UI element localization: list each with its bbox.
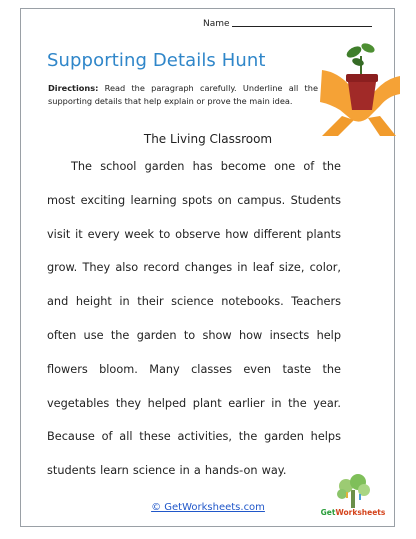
story-title: The Living Classroom (143, 132, 273, 146)
tree-logo-icon (316, 472, 390, 508)
getworksheets-logo (316, 472, 390, 522)
page-title: Supporting Details Hunt (47, 50, 266, 71)
directions-text (48, 82, 318, 107)
name-field (203, 19, 372, 29)
logo-text-worksheets: Worksheets (335, 508, 386, 517)
name-blank-line[interactable] (232, 25, 372, 27)
logo-text-get: Get (320, 508, 336, 517)
footer-link[interactable]: © GetWorksheets.com (151, 502, 265, 513)
hands-holding-potted-plant-icon (318, 36, 400, 136)
directions-body: Read the paragraph carefully. Underline all the supporting details that help explain or prove the main idea. (48, 83, 318, 106)
logo-text (316, 508, 390, 517)
story-paragraph: The school garden has become one of the most exciting learning spots on campus. Students visit it every week to observe how different plants grow. They also record changes in leaf size, color, and height in their science notebooks. Teachers often use the garden to show how insects help flowers bloom. Many classes even taste the vegetables they helped plant earlier in the year. Because of all these activities, the garden helps students learn science in a hands-on way. (47, 160, 341, 478)
directions-label: Directions: (48, 83, 99, 93)
name-label: Name (203, 19, 230, 29)
